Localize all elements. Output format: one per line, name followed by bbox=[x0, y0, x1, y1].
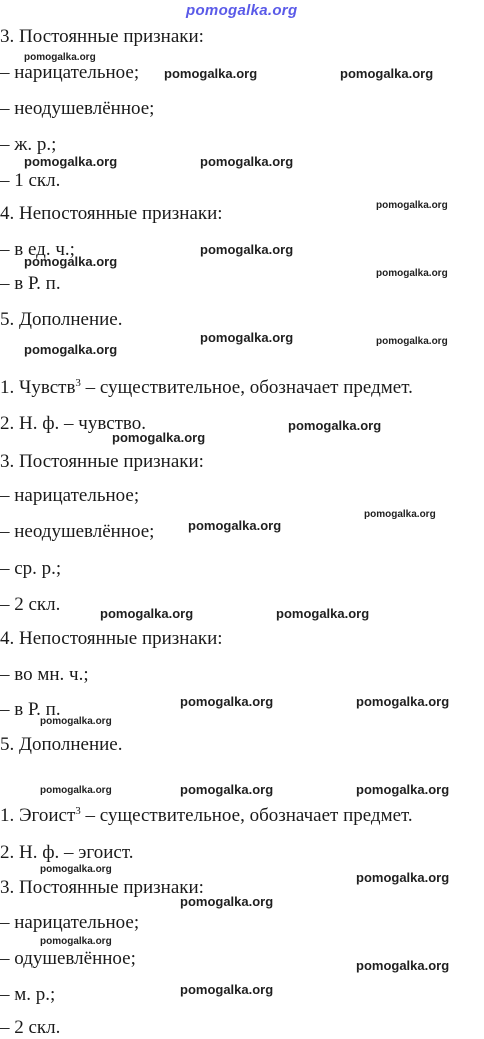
text-line: – во мн. ч.; bbox=[0, 664, 89, 685]
text-line: 3. Постоянные признаки: bbox=[0, 877, 204, 898]
header-word: Эгоист bbox=[19, 805, 76, 826]
text-line: – нарицательное; bbox=[0, 485, 140, 506]
header-sup: 3 bbox=[75, 377, 81, 389]
text-line: – неодушевлённое; bbox=[0, 521, 155, 542]
text-line: – м. р.; bbox=[0, 984, 56, 1005]
watermark: pomogalka.org bbox=[180, 694, 274, 709]
text-line: – неодушевлённое; bbox=[0, 98, 155, 119]
word-header-line bbox=[0, 805, 413, 827]
text-line: 2. Н. ф. – эгоист. bbox=[0, 842, 134, 863]
text-line: – в Р. п. bbox=[0, 273, 61, 294]
watermark: pomogalka.org bbox=[376, 200, 448, 211]
text-line: 4. Непостоянные признаки: bbox=[0, 628, 223, 649]
watermark: pomogalka.org bbox=[376, 336, 448, 347]
text-line: – нарицательное; bbox=[0, 912, 140, 933]
text-line: 5. Дополнение. bbox=[0, 734, 123, 755]
text-line: – 2 скл. bbox=[0, 594, 61, 615]
watermark: pomogalka.org bbox=[24, 154, 118, 169]
text-line: – ср. р.; bbox=[0, 558, 62, 579]
watermark: pomogalka.org bbox=[40, 716, 112, 727]
watermark: pomogalka.org bbox=[200, 154, 294, 169]
text-line: – 2 скл. bbox=[0, 1017, 61, 1038]
watermark: pomogalka.org bbox=[356, 782, 450, 797]
word-header-line bbox=[0, 377, 413, 399]
text-line: – ж. р.; bbox=[0, 134, 57, 155]
watermark: pomogalka.org bbox=[180, 782, 274, 797]
number: 1. bbox=[0, 377, 19, 398]
watermark: pomogalka.org bbox=[340, 66, 434, 81]
header-rest: – существительное, обозначает предмет. bbox=[80, 377, 413, 398]
watermark: pomogalka.org bbox=[356, 694, 450, 709]
text-line: 4. Непостоянные признаки: bbox=[0, 203, 223, 224]
watermark-top: pomogalka.org bbox=[186, 2, 298, 19]
watermark: pomogalka.org bbox=[200, 242, 294, 257]
watermark: pomogalka.org bbox=[24, 52, 96, 63]
watermark: pomogalka.org bbox=[356, 958, 450, 973]
number: 1. bbox=[0, 805, 19, 826]
text-line: – одушевлённое; bbox=[0, 948, 136, 969]
header-word: Чувств bbox=[19, 377, 76, 398]
watermark: pomogalka.org bbox=[288, 418, 382, 433]
watermark: pomogalka.org bbox=[164, 66, 258, 81]
header-sup: 3 bbox=[75, 805, 81, 817]
text-line: – в ед. ч.; bbox=[0, 239, 75, 260]
header-rest: – существительное, обозначает предмет. bbox=[80, 805, 413, 826]
watermark: pomogalka.org bbox=[100, 606, 194, 621]
watermark: pomogalka.org bbox=[180, 894, 274, 909]
watermark: pomogalka.org bbox=[200, 330, 294, 345]
text-line: – 1 скл. bbox=[0, 170, 61, 191]
watermark: pomogalka.org bbox=[40, 785, 112, 796]
watermark: pomogalka.org bbox=[180, 982, 274, 997]
text-line: 5. Дополнение. bbox=[0, 309, 123, 330]
watermark: pomogalka.org bbox=[356, 870, 450, 885]
text-line: 3. Постоянные признаки: bbox=[0, 26, 204, 47]
text-line: 3. Постоянные признаки: bbox=[0, 451, 204, 472]
watermark: pomogalka.org bbox=[24, 254, 118, 269]
text-line: – в Р. п. bbox=[0, 699, 61, 720]
watermark: pomogalka.org bbox=[40, 936, 112, 947]
watermark: pomogalka.org bbox=[24, 342, 118, 357]
text-line: – нарицательное; bbox=[0, 62, 140, 83]
watermark: pomogalka.org bbox=[364, 509, 436, 520]
watermark: pomogalka.org bbox=[276, 606, 370, 621]
text-line: 2. Н. ф. – чувство. bbox=[0, 413, 147, 434]
watermark: pomogalka.org bbox=[376, 268, 448, 279]
watermark: pomogalka.org bbox=[188, 518, 282, 533]
watermark: pomogalka.org bbox=[112, 430, 206, 445]
watermark: pomogalka.org bbox=[40, 864, 112, 875]
